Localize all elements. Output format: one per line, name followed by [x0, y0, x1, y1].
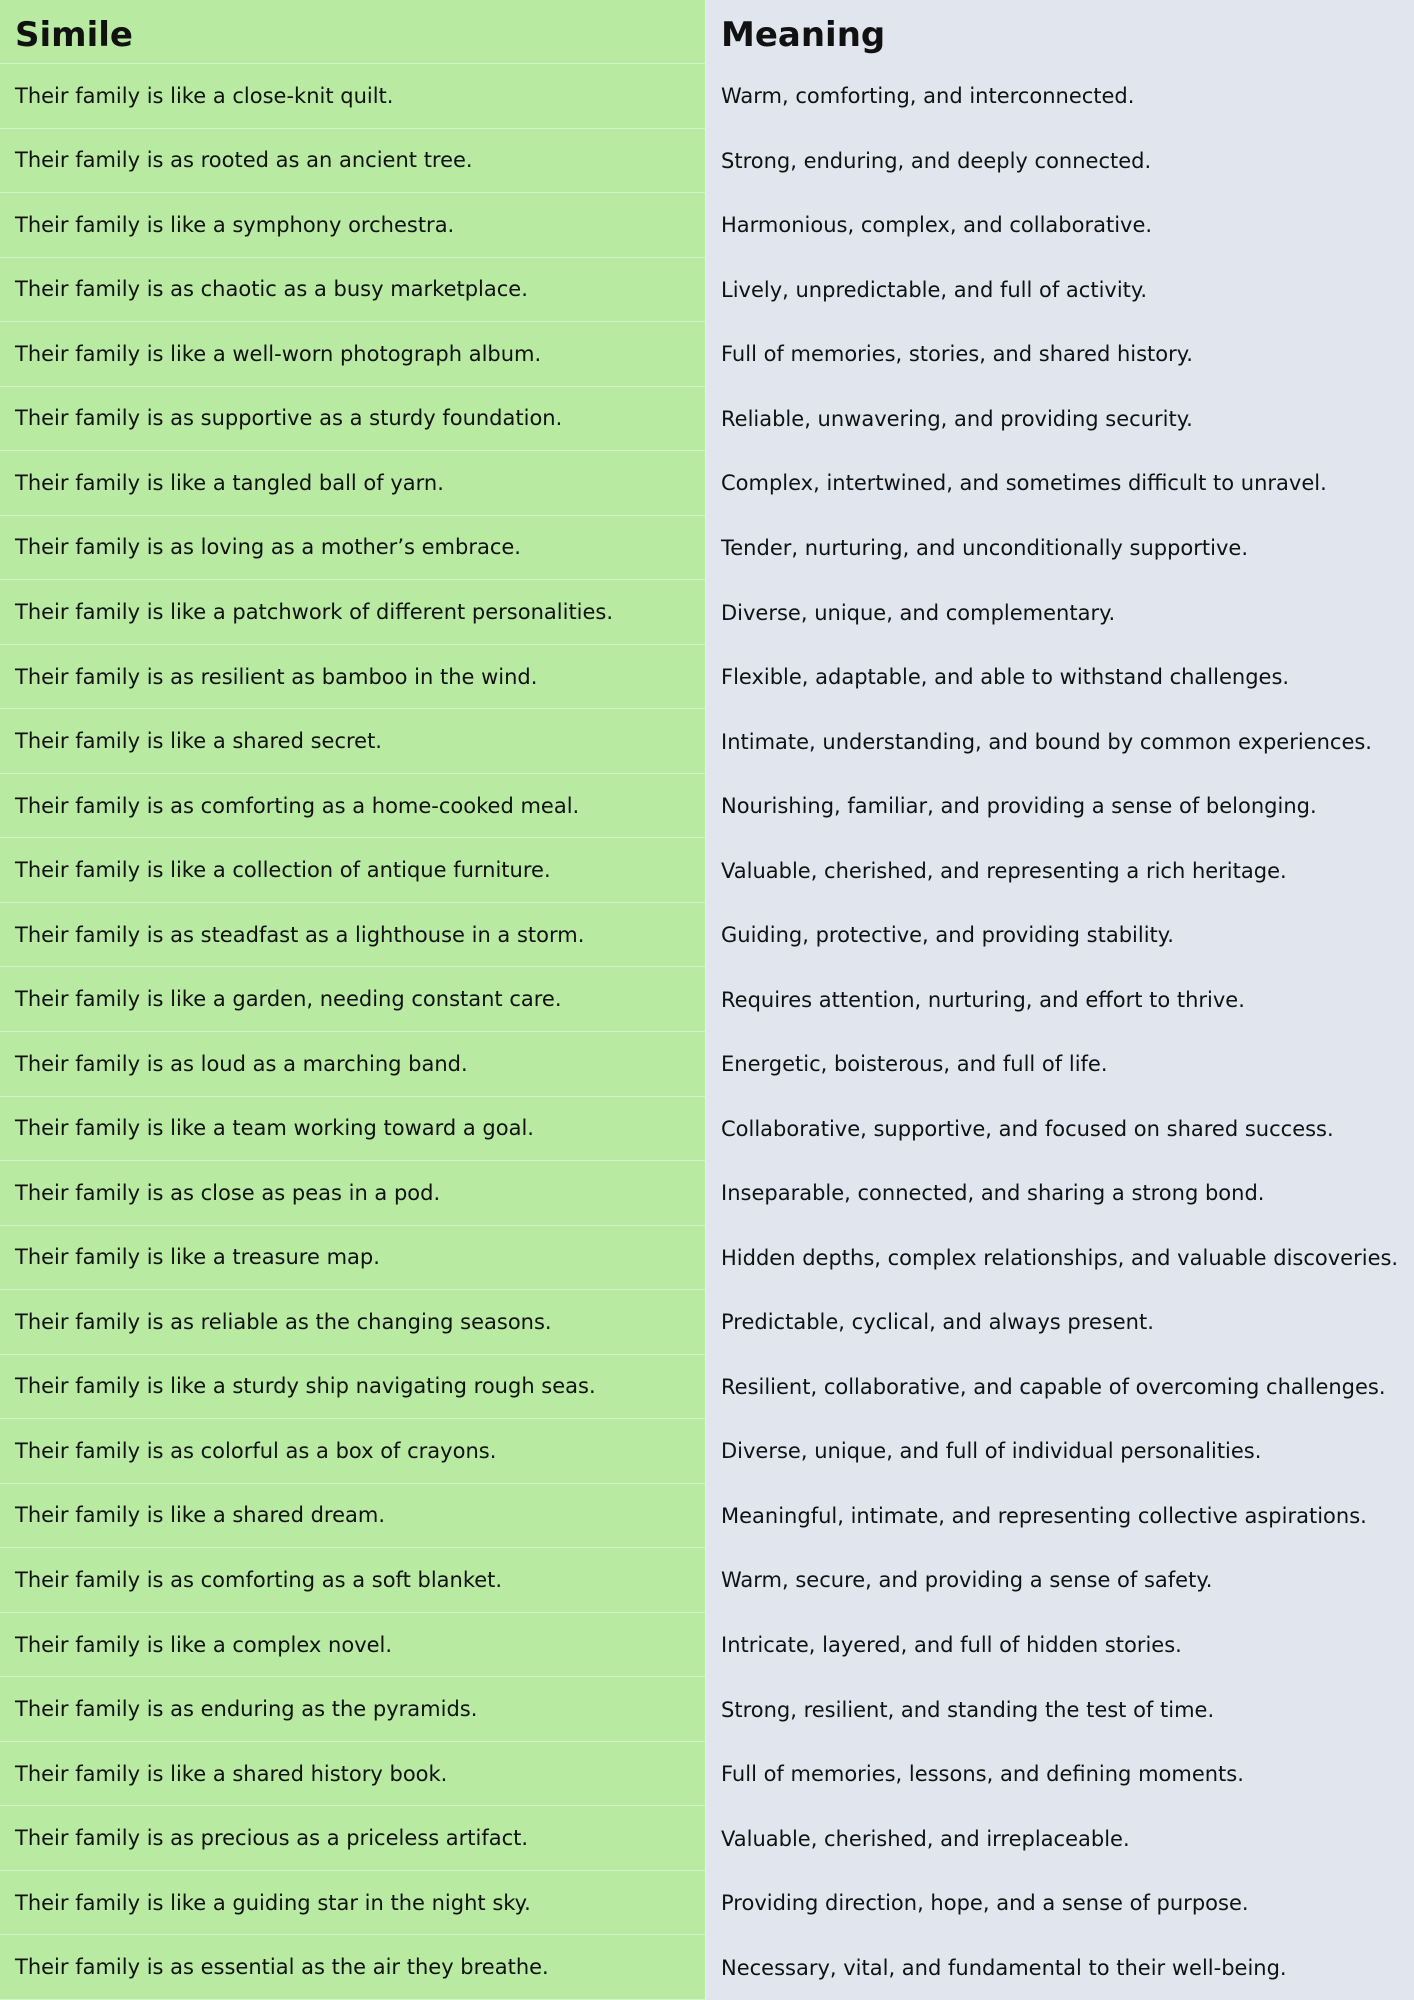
- simile-cell: Their family is like a close-knit quilt.: [0, 64, 706, 129]
- meaning-cell: Predictable, cyclical, and always present.: [706, 1290, 1414, 1355]
- simile-cell: Their family is like a guiding star in the night sky.: [0, 1871, 706, 1936]
- meaning-cell: Diverse, unique, and complementary.: [706, 580, 1414, 645]
- simile-cell: Their family is like a patchwork of different personalities.: [0, 580, 706, 645]
- simile-cell: Their family is as essential as the air they breathe.: [0, 1935, 706, 2000]
- simile-cell: Their family is like a treasure map.: [0, 1226, 706, 1291]
- simile-cell: Their family is as steadfast as a lighthouse in a storm.: [0, 903, 706, 968]
- meaning-cell: Energetic, boisterous, and full of life.: [706, 1032, 1414, 1097]
- meaning-cell: Providing direction, hope, and a sense of purpose.: [706, 1871, 1414, 1936]
- meaning-cell: Valuable, cherished, and irreplaceable.: [706, 1806, 1414, 1871]
- meaning-cell: Meaningful, intimate, and representing collective aspirations.: [706, 1484, 1414, 1549]
- simile-cell: Their family is like a garden, needing constant care.: [0, 967, 706, 1032]
- column-header-meaning: Meaning: [706, 0, 1414, 64]
- simile-cell: Their family is as loving as a mother’s embrace.: [0, 516, 706, 581]
- meaning-cell: Harmonious, complex, and collaborative.: [706, 193, 1414, 258]
- meaning-cell: Tender, nurturing, and unconditionally supportive.: [706, 516, 1414, 581]
- meaning-cell: Full of memories, stories, and shared history.: [706, 322, 1414, 387]
- meaning-cell: Reliable, unwavering, and providing security.: [706, 387, 1414, 452]
- meaning-cell: Hidden depths, complex relationships, and valuable discoveries.: [706, 1226, 1414, 1291]
- simile-cell: Their family is like a sturdy ship navigating rough seas.: [0, 1355, 706, 1420]
- simile-cell: Their family is as supportive as a sturdy foundation.: [0, 387, 706, 452]
- simile-cell: Their family is as colorful as a box of crayons.: [0, 1419, 706, 1484]
- simile-cell: Their family is as precious as a priceless artifact.: [0, 1806, 706, 1871]
- meaning-cell: Intricate, layered, and full of hidden stories.: [706, 1613, 1414, 1678]
- meaning-cell: Intimate, understanding, and bound by common experiences.: [706, 709, 1414, 774]
- simile-cell: Their family is like a complex novel.: [0, 1613, 706, 1678]
- simile-cell: Their family is like a tangled ball of yarn.: [0, 451, 706, 516]
- simile-cell: Their family is as comforting as a home-cooked meal.: [0, 774, 706, 839]
- simile-cell: Their family is like a shared secret.: [0, 709, 706, 774]
- simile-cell: Their family is as loud as a marching band.: [0, 1032, 706, 1097]
- column-header-simile: Simile: [0, 0, 706, 64]
- simile-cell: Their family is like a well-worn photograph album.: [0, 322, 706, 387]
- meaning-cell: Complex, intertwined, and sometimes difficult to unravel.: [706, 451, 1414, 516]
- meaning-cell: Guiding, protective, and providing stability.: [706, 903, 1414, 968]
- simile-cell: Their family is like a shared history book.: [0, 1742, 706, 1807]
- simile-cell: Their family is as resilient as bamboo in the wind.: [0, 645, 706, 710]
- meaning-cell: Strong, resilient, and standing the test of time.: [706, 1677, 1414, 1742]
- meaning-cell: Nourishing, familiar, and providing a sense of belonging.: [706, 774, 1414, 839]
- meaning-cell: Warm, comforting, and interconnected.: [706, 64, 1414, 129]
- simile-cell: Their family is like a collection of antique furniture.: [0, 838, 706, 903]
- meaning-cell: Resilient, collaborative, and capable of overcoming challenges.: [706, 1355, 1414, 1420]
- meaning-cell: Full of memories, lessons, and defining moments.: [706, 1742, 1414, 1807]
- meaning-cell: Valuable, cherished, and representing a rich heritage.: [706, 838, 1414, 903]
- simile-cell: Their family is like a team working toward a goal.: [0, 1097, 706, 1162]
- meaning-cell: Requires attention, nurturing, and effort to thrive.: [706, 967, 1414, 1032]
- meaning-cell: Flexible, adaptable, and able to withstand challenges.: [706, 645, 1414, 710]
- meaning-cell: Inseparable, connected, and sharing a strong bond.: [706, 1161, 1414, 1226]
- simile-cell: Their family is as close as peas in a pod.: [0, 1161, 706, 1226]
- simile-cell: Their family is like a symphony orchestra.: [0, 193, 706, 258]
- simile-cell: Their family is as chaotic as a busy marketplace.: [0, 258, 706, 323]
- meaning-cell: Collaborative, supportive, and focused on shared success.: [706, 1097, 1414, 1162]
- simile-cell: Their family is as reliable as the changing seasons.: [0, 1290, 706, 1355]
- meaning-cell: Necessary, vital, and fundamental to their well-being.: [706, 1935, 1414, 2000]
- simile-cell: Their family is as enduring as the pyramids.: [0, 1677, 706, 1742]
- meaning-cell: Strong, enduring, and deeply connected.: [706, 129, 1414, 194]
- meaning-cell: Lively, unpredictable, and full of activity.: [706, 258, 1414, 323]
- simile-cell: Their family is as comforting as a soft blanket.: [0, 1548, 706, 1613]
- simile-cell: Their family is as rooted as an ancient tree.: [0, 129, 706, 194]
- simile-cell: Their family is like a shared dream.: [0, 1484, 706, 1549]
- meaning-cell: Warm, secure, and providing a sense of safety.: [706, 1548, 1414, 1613]
- meaning-cell: Diverse, unique, and full of individual personalities.: [706, 1419, 1414, 1484]
